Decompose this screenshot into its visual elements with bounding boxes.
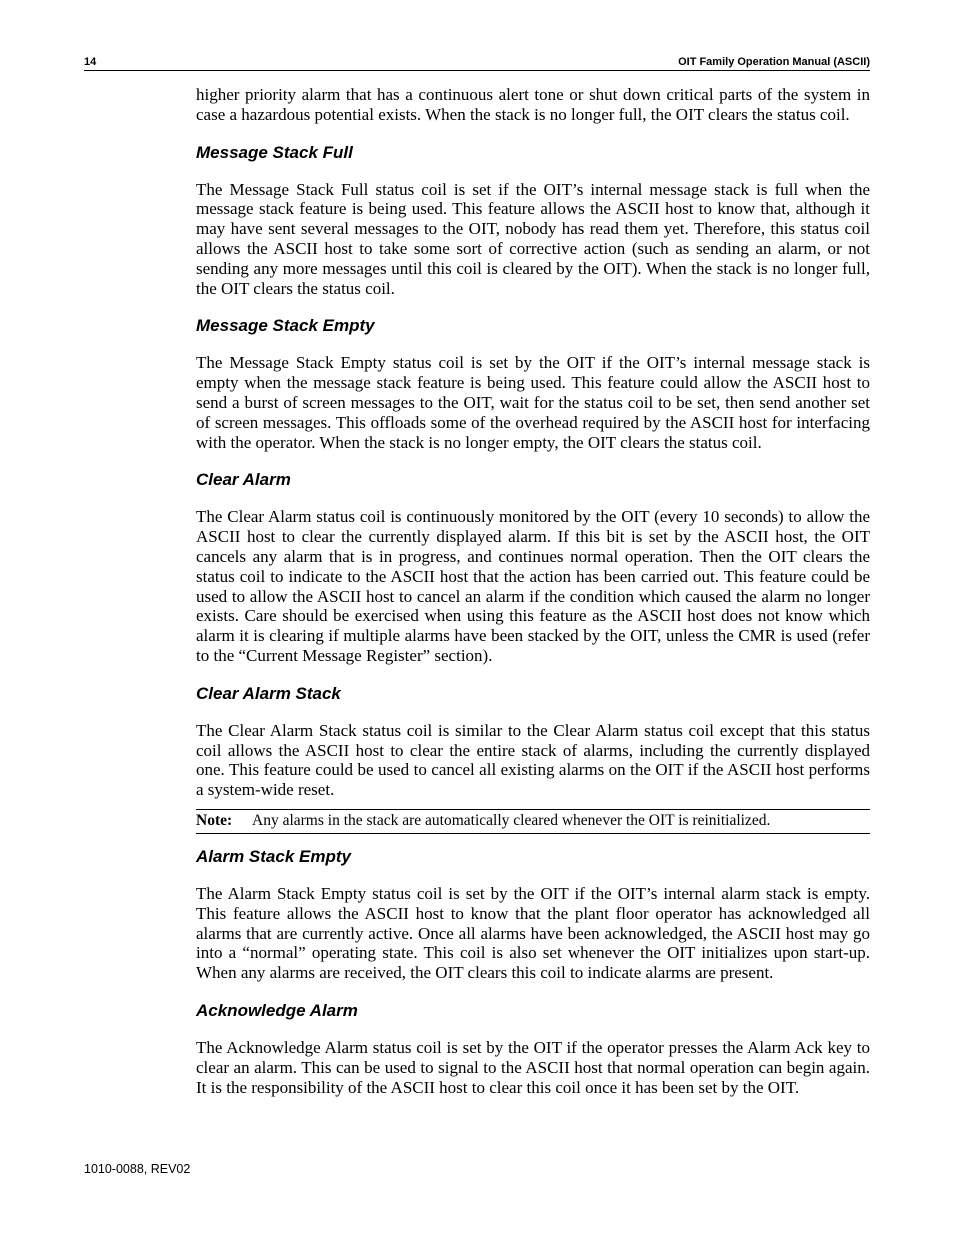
heading-acknowledge-alarm: Acknowledge Alarm <box>196 1000 358 1020</box>
heading-alarm-stack-empty: Alarm Stack Empty <box>196 846 351 866</box>
heading-clear-alarm-stack: Clear Alarm Stack <box>196 683 341 703</box>
document-number: 1010-0088, REV02 <box>84 1162 191 1176</box>
heading-message-stack-full: Message Stack Full <box>196 142 353 162</box>
paragraph-alarm-stack-empty: The Alarm Stack Empty status coil is set by the OIT if the OIT’s internal alarm stack is empty. This feature allows the ASCII host to know that the plant floor operator has acknowledged all alarms that are currently active. Once all alarms have been acknowledged, the ASCII host may go into a “normal” operating state. This coil is also set whenever the OIT initializes upon start-up. When any alarms are received, the OIT clears this coil to indicate alarms are present. <box>196 883 870 983</box>
paragraph-clear-alarm: The Clear Alarm status coil is continuously monitored by the OIT (every 10 seconds) to allow the ASCII host to clear the currently displayed alarm. If this bit is set by the ASCII host, the OIT cancels any alarm that is in progress, and continues normal operation. Then the OIT clears the status coil to indicate to the ASCII host that the action has been carried out. This feature could be used to allow the ASCII host to cancel an alarm if the condition which caused the alarm no longer exists. Care should be exercised when using this feature as the ASCII host does not know which alarm it is clearing if multiple alarms have been stacked by the OIT, unless the CMR is used (refer to the “Current Message Register” section). <box>196 507 870 665</box>
paragraph-message-stack-full: The Message Stack Full status coil is set if the OIT’s internal message stack is full when the message stack feature is being used. This feature allows the ASCII host to know that, although it may have sent several messages to the OIT, nobody has read them yet. Therefore, this status coil allows the ASCII host to take some sort of corrective action (such as sending an alarm, or not sending any more messages until this coil is cleared by the OIT). When the stack is no longer full, the OIT clears the status coil. <box>196 179 870 298</box>
manual-title: OIT Family Operation Manual (ASCII) <box>678 56 870 68</box>
note-text: Any alarms in the stack are automatically cleared whenever the OIT is reinitialized. <box>252 811 771 829</box>
header-divider <box>84 70 870 71</box>
heading-clear-alarm: Clear Alarm <box>196 470 291 490</box>
paragraph-acknowledge-alarm: The Acknowledge Alarm status coil is set by the OIT if the operator presses the Alarm Ack key to clear an alarm. This can be used to signal to the ASCII host that normal operation can begin again. It is the responsibility of the ASCII host to clear this coil once it has been set by the OIT. <box>196 1037 870 1097</box>
note-box <box>196 809 870 834</box>
page-number: 14 <box>84 56 97 68</box>
page-header <box>84 56 870 70</box>
heading-message-stack-empty: Message Stack Empty <box>196 316 375 336</box>
page-footer <box>84 1162 190 1176</box>
paragraph-clear-alarm-stack: The Clear Alarm Stack status coil is similar to the Clear Alarm status coil except that this status coil allows the ASCII host to clear the entire stack of alarms, including the currently displayed one. This feature could be used to cancel all existing alarms on the OIT if the ASCII host performs a system-wide reset. <box>196 720 870 800</box>
paragraph-message-stack-empty: The Message Stack Empty status coil is set by the OIT if the OIT’s internal message stack is empty when the message stack feature is being used. This feature could allow the ASCII host to send a burst of screen messages to the OIT, wait for the status coil to be set, then send another set of screen messages. This offloads some of the overhead required by the ASCII host for interfacing with the operator. When the stack is no longer empty, the OIT clears the status coil. <box>196 353 870 452</box>
intro-paragraph: higher priority alarm that has a continuous alert tone or shut down critical parts of the system in case a hazardous potential exists. When the stack is no longer full, the OIT clears the status coil. <box>196 85 870 124</box>
page-body <box>196 85 870 1097</box>
note-label: Note: <box>196 811 233 829</box>
